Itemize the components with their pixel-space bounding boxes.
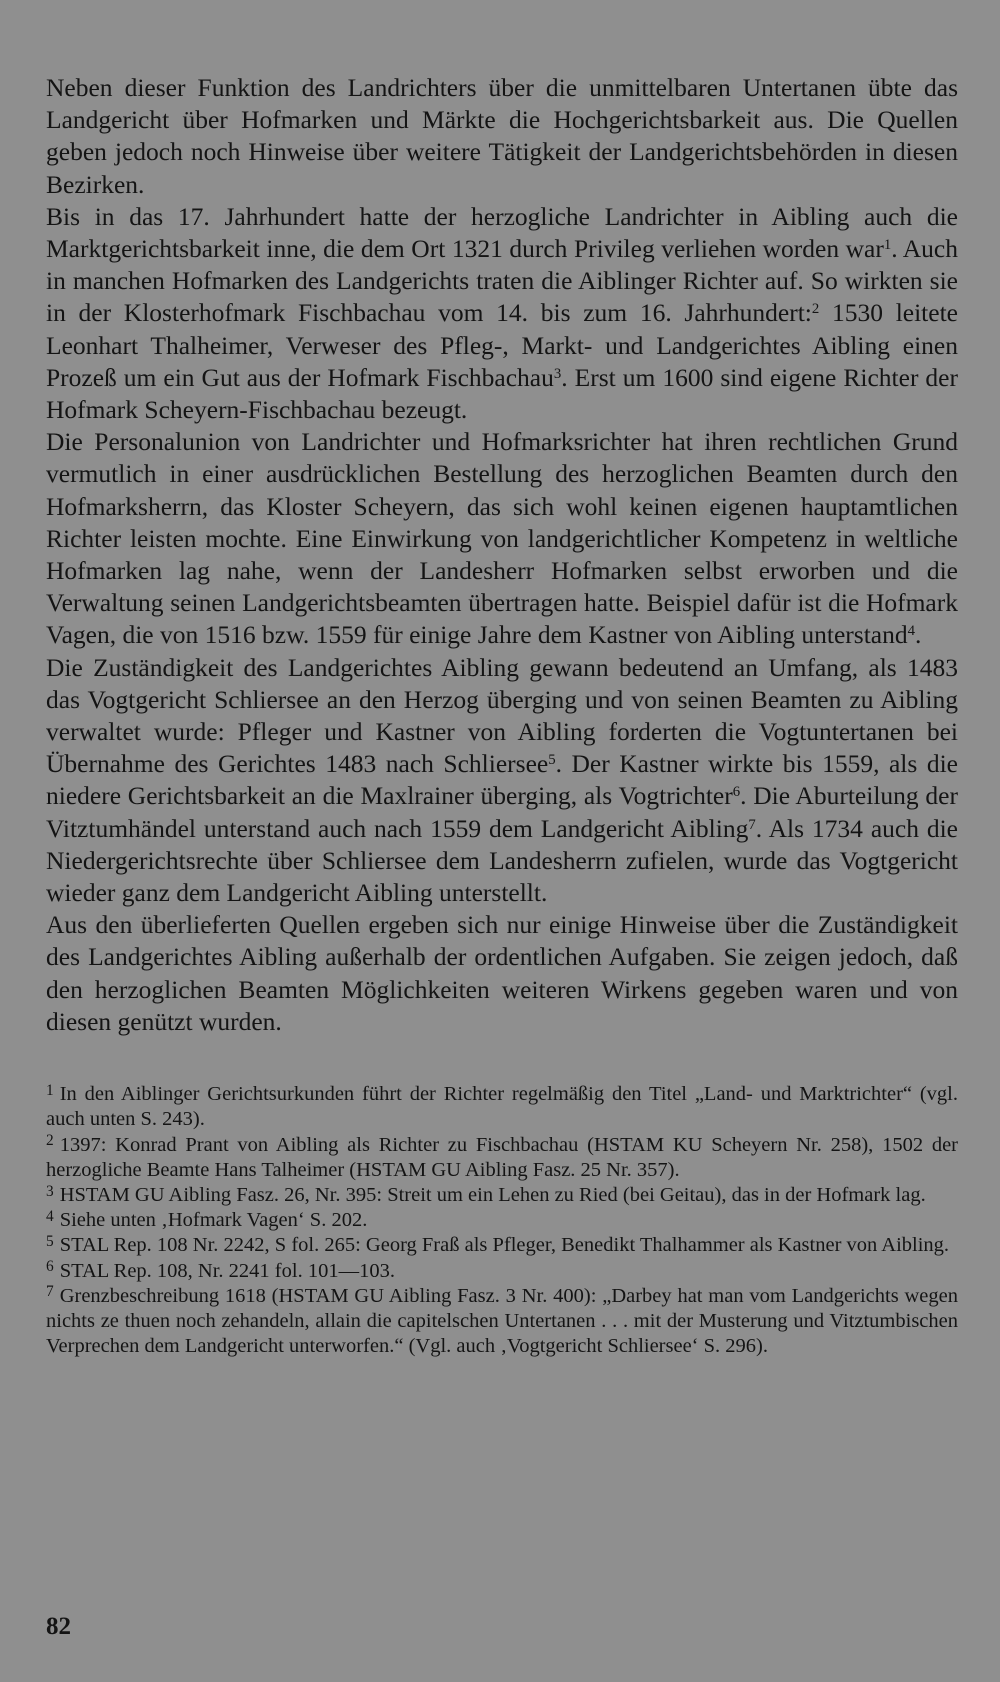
footnote-reference: 6 — [732, 784, 741, 801]
page-number: 82 — [46, 1613, 71, 1640]
paragraph-text: . Als 1734 auch die Niedergerichtsrechte über Schliersee dem Landesherrn zufielen, wurde das Vogtgericht wieder ganz dem Landgericht Aibling unterstellt. — [46, 813, 958, 908]
footnote-reference: 4 — [907, 623, 915, 640]
footnote-reference: 3 — [553, 365, 562, 382]
footnote-reference: 2 — [811, 301, 820, 318]
footnote-text: 1397: Konrad Prant von Aibling als Richter zu Fischbachau (HSTAM KU Scheyern Nr. 258), 1502 der herzogliche Beamte Hans Talheimer (HSTAM GU Aibling Fasz. 25 Nr. 357). — [46, 1133, 958, 1181]
paragraph-text: . Der Kastner wirkte bis 1559, als die niedere Gerichtsbarkeit an die Maxlrainer überging, als Vogtrichter — [46, 749, 958, 811]
paragraph-text: Neben dieser Funktion des Landrichters über die unmittelbaren Untertanen übte das Landgericht über Hofmarken und Märkte die Hochgerichtsbarkeit aus. Die Quellen geben jedoch noch Hinweise über weitere Tätigkeit der Landgerichtsbehörden in diesen Bezirken. — [46, 73, 958, 199]
footnote-text: HSTAM GU Aibling Fasz. 26, Nr. 395: Streit um ein Lehen zu Ried (bei Geitau), das in der Hofmark lag. — [59, 1183, 926, 1206]
footnote-reference: 5 — [548, 752, 556, 769]
paragraph-text: . Erst um 1600 sind eigene Richter der Hofmark Scheyern-Fischbachau bezeugt. — [46, 362, 958, 425]
paragraph-text: Die Personalunion von Landrichter und Hofmarksrichter hat ihren rechtlichen Grund vermutlich in einer ausdrücklichen Bestellung des herzoglichen Beamten durch den Hofmarksherrn, das Kloster Scheyern, das sich wohl keinen eigenen hauptamtlichen Richter leisten mochte. Eine Einwirkung von landgerichtlicher Kompetenz in weltliche Hofmarken lag nahe, wenn der Landesherr Hofmarken selbst erworben und die Verwaltung seinen Landgerichtsbeamten übertragen hatte. Beispiel dafür ist die Hofmark Vagen, die von 1516 bzw. 1559 für einige Jahre dem Kastner von Aibling unterstand — [46, 427, 958, 650]
footnote — [46, 1233, 958, 1258]
footnote-reference: 1 — [883, 236, 892, 253]
paragraph-text: . Auch in manchen Hofmarken des Landgerichts traten die Aiblinger Richter auf. So wirkten sie in der Klosterhofmark Fischbachau vom 14. bis zum 16. Jahrhundert: — [46, 234, 958, 328]
footnote-mark: 5 — [46, 1232, 54, 1250]
footnote — [46, 1133, 958, 1183]
paragraph — [46, 72, 958, 201]
footnotes — [46, 1082, 958, 1359]
footnote-mark: 7 — [46, 1283, 54, 1301]
footnote-mark: 2 — [46, 1132, 54, 1150]
footnote — [46, 1259, 958, 1284]
footnote-text: STAL Rep. 108, Nr. 2241 fol. 101—103. — [59, 1259, 395, 1282]
footnote-mark: 1 — [46, 1081, 54, 1099]
footnote-mark: 6 — [46, 1258, 54, 1276]
footnote-text: Grenzbeschreibung 1618 (HSTAM GU Aibling Fasz. 3 Nr. 400): „Darbey hat man vom Landgerichts wegen nichts ze thuen noch zehandeln, allain die capitelschen Untertanen . . . mit der Musterung und Vitztumbischen Verprechen dem Landgericht unterworfen.“ (Vgl. auch ‚Vogtgericht Schliersee‘ S. 296). — [46, 1284, 958, 1358]
paragraph — [46, 426, 958, 651]
footnote — [46, 1082, 958, 1132]
paragraph-text: 1530 leitete Leonhart Thalheimer, Verweser des Pfleg-, Markt- und Landgerichtes Aibling einen Prozeß um ein Gut aus der Hofmark Fischbachau — [46, 298, 958, 392]
paragraph — [46, 201, 958, 426]
paragraph-text: . Die Aburteilung der Vitztumhändel unterstand auch nach 1559 dem Landgericht Aibling — [46, 781, 958, 843]
page-content — [46, 72, 958, 1359]
footnote-text: Siehe unten ‚Hofmark Vagen‘ S. 202. — [59, 1209, 368, 1232]
paragraph-text: Die Zuständigkeit des Landgerichtes Aibling gewann bedeutend an Umfang, als 1483 das Vogtgericht Schliersee an den Herzog überging und von seinen Beamten zu Aibling verwaltet wurde: Pfleger und Kastner von Aibling forderten die Vogtuntertanen bei Übernahme des Gerichtes 1483 nach Schliersee — [46, 652, 958, 779]
footnote-mark: 4 — [46, 1207, 54, 1225]
footnote-reference: 7 — [748, 816, 756, 833]
footnote-mark: 3 — [46, 1182, 54, 1200]
paragraph — [46, 652, 958, 910]
footnote — [46, 1284, 958, 1360]
footnote-text: In den Aiblinger Gerichtsurkunden führt der Richter regelmäßig den Titel „Land- und Marktrichter“ (vgl. auch unten S. 243). — [46, 1083, 958, 1131]
footnote — [46, 1208, 958, 1233]
paragraph-text: . — [915, 620, 922, 650]
paragraph — [46, 909, 958, 1038]
footnote — [46, 1183, 958, 1208]
footnote-text: STAL Rep. 108 Nr. 2242, S fol. 265: Georg Fraß als Pfleger, Benedikt Thalhammer als Kastner von Aibling. — [59, 1234, 950, 1257]
main-text — [46, 72, 958, 1038]
paragraph-text: Aus den überlieferten Quellen ergeben sich nur einige Hinweise über die Zuständigkeit des Landgerichtes Aibling außerhalb der ordentlichen Aufgaben. Sie zeigen jedoch, daß den herzoglichen Beamten Möglichkeiten weiteren Wirkens gegeben waren und von diesen genützt wurden. — [46, 910, 958, 1036]
paragraph-text: Bis in das 17. Jahrhundert hatte der herzogliche Landrichter in Aibling auch die Marktgerichtsbarkeit inne, die dem Ort 1321 durch Privileg verliehen worden war — [46, 201, 958, 264]
